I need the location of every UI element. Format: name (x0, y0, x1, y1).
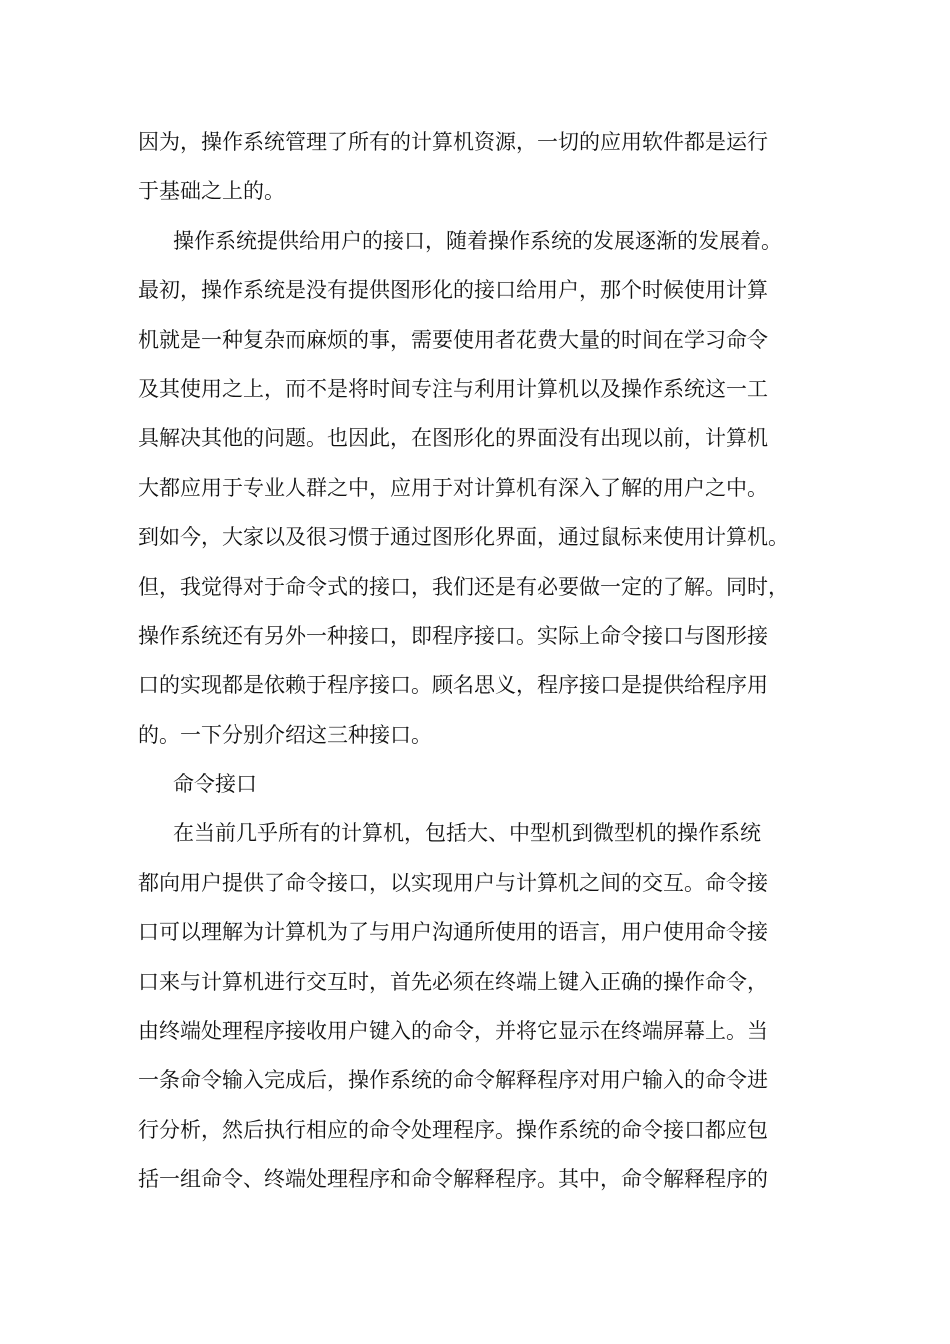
text-line: 由终端处理程序接收用户键入的命令，并将它显示在终端屏幕上。当 (138, 1019, 768, 1044)
text-line: 一条命令输入完成后，操作系统的命令解释程序对用户输入的命令进 (138, 1068, 768, 1093)
text-line: 在当前几乎所有的计算机，包括大、中型机到微型机的操作系统 (173, 821, 761, 846)
text-line: 但，我觉得对于命令式的接口，我们还是有必要做一定的了解。同时， (138, 574, 789, 599)
text-line: 最初，操作系统是没有提供图形化的接口给用户，那个时候使用计算 (138, 278, 768, 303)
text-line: 机就是一种复杂而麻烦的事，需要使用者花费大量的时间在学习命令 (138, 327, 768, 352)
text-line: 的。一下分别介绍这三种接口。 (138, 722, 432, 747)
text-line: 具解决其他的问题。也因此，在图形化的界面没有出现以前，计算机 (138, 426, 768, 451)
text-line: 括一组命令、终端处理程序和命令解释程序。其中，命令解释程序的 (138, 1167, 768, 1192)
text-line: 操作系统提供给用户的接口，随着操作系统的发展逐渐的发展着。 (173, 228, 782, 253)
text-line: 操作系统还有另外一种接口，即程序接口。实际上命令接口与图形接 (138, 623, 768, 648)
text-line: 及其使用之上，而不是将时间专注与利用计算机以及操作系统这一工 (138, 376, 768, 401)
text-line: 都向用户提供了命令接口，以实现用户与计算机之间的交互。命令接 (138, 870, 768, 895)
text-line: 口可以理解为计算机为了与用户沟通所使用的语言，用户使用命令接 (138, 920, 768, 945)
text-line: 行分析，然后执行相应的命令处理程序。操作系统的命令接口都应包 (138, 1117, 768, 1142)
section-heading: 命令接口 (173, 772, 257, 797)
text-line: 于基础之上的。 (138, 179, 285, 204)
document-body (138, 118, 828, 1205)
text-line: 口来与计算机进行交互时，首先必须在终端上键入正确的操作命令， (138, 969, 768, 994)
text-line: 大都应用于专业人群之中，应用于对计算机有深入了解的用户之中。 (138, 475, 768, 500)
text-line: 到如今，大家以及很习惯于通过图形化界面，通过鼠标来使用计算机。 (138, 525, 789, 550)
text-line: 因为，操作系统管理了所有的计算机资源，一切的应用软件都是运行 (138, 130, 768, 154)
text-line: 口的实现都是依赖于程序接口。顾名思义，程序接口是提供给程序用 (138, 673, 768, 698)
